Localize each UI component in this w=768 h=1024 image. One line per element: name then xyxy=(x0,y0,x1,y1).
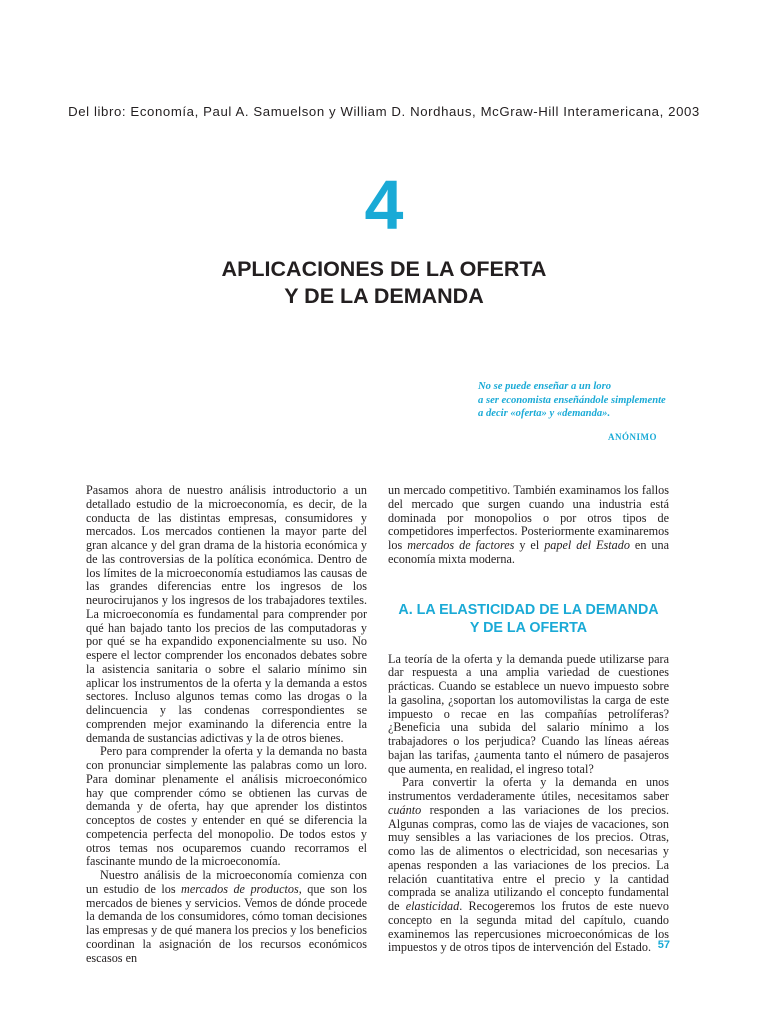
right-paragraph-2: La teoría de la oferta y la demanda puede utilizarse para dar respuesta a una amplia variedad de cuestiones prácticas. Cuando se establece un nuevo impuesto sobre la gasolina, ¿soportan los automovilistas la carga de este impuesto o recae en las compañías petrolíferas? ¿Beneficia una subida del salario mínimo a los trabajadores o los perjudica? Cuando las líneas aéreas bajan las tarifas, ¿aumenta tanto el número de pasajeros que aumenta, en realidad, el ingreso total? xyxy=(388,651,669,776)
epigraph-author: ANÓNIMO xyxy=(608,432,657,442)
right-p3-emphasis-2: elasticidad xyxy=(405,899,460,913)
right-p1-text-b: y el xyxy=(514,538,545,552)
page-number: 57 xyxy=(657,939,670,951)
right-p3-text-a: Para convertir la oferta y la demanda en unos instrumentos verdaderamente útiles, necesitamos saber xyxy=(388,775,669,803)
epigraph-line1: No se puede enseñar a un loro xyxy=(478,381,612,392)
chapter-title-line1: APLICACIONES DE LA OFERTA xyxy=(221,257,547,281)
left-paragraph-2: Pero para comprender la oferta y la demanda no basta con pronunciar simplemente las palabras como un loro. Para dominar plenamente el análisis microeconómico hay que comprender cómo se obtienen las curvas de demanda y de oferta, hay que aprender los distintos conceptos de costes y entender en qué se diferencia la competencia perfecta del monopolio. De todos estos y otros temas nos ocuparemos cuando recorramos el fascinante mundo de la microeconomía. xyxy=(86,744,367,869)
chapter-number: 4 xyxy=(364,166,404,244)
right-p3-text-b: responden a las variaciones de los precios. Algunas compras, como las de viajes de vacaciones, son muy sensibles a las variaciones de los precios. Otras, como las de alimentos o electricidad, son necesarias y apenas responden a las variaciones de los precios. La relación cuantitativa entre el precio y la cantidad comprada se analiza utilizando el concepto fundamental de xyxy=(388,802,669,913)
left-p3-text-a: Nuestro análisis de la microeconomía comienza con un estudio de los xyxy=(86,868,367,896)
left-p3-emphasis: mercados de productos xyxy=(181,881,299,896)
chapter-title xyxy=(0,256,768,310)
right-p1-text-c: en una economía mixta moderna. xyxy=(388,538,669,566)
left-paragraph-1: Pasamos ahora de nuestro análisis introductorio a un detallado estudio de la microeconomía, es decir, de la conducta de las distintas empresas, consumidores y mercados. Los mercados contienen la mayor parte del gran alcance y del gran drama de la historia económica y de las controversias de la política económica. Dentro de los límites de la microeconomía estudiamos las causas de las grandes diferencias entre los ingresos de los neurocirujanos y los ingresos de los trabajadores textiles. La microeconomía es fundamental para comprender por qué han bajado tanto los precios de las computadoras y por qué se ha expandido exponencialmente su uso. No espere el lector comprender los enconados debates sobre la asistencia sanitaria o sobre el salario mínimo sin aplicar los instrumentos de la oferta y la demanda a estos sectores. Incluso algunos temas como las drogas o la delincuencia y las condenas correspondientes se comprenden mejor examinando la diferencia entre la demanda de sustancias adictivas y la de otros bienes. xyxy=(86,483,367,745)
left-p3-text-b: , que son los mercados de bienes y servicios. Vemos de dónde procede la demanda de los consumidores, cómo toman decisiones las empresas y de qué manera los precios y los beneficios coordinan la asignación de los recursos económicos escasos en xyxy=(86,881,367,965)
right-p1-text-a: un mercado competitivo. También examinamos los fallos del mercado que surgen cuando una industria está dominada por monopolios o por otros tipos de competidores imperfectos. Posteriormente examinaremos los xyxy=(388,483,669,552)
right-p1-emphasis-1: mercados de factores xyxy=(407,538,515,552)
epigraph-line3: a decir «oferta» y «demanda». xyxy=(478,408,611,419)
section-heading-line1: A. LA ELASTICIDAD DE LA DEMANDA xyxy=(398,601,659,618)
right-p3-emphasis-1: cuánto xyxy=(388,802,422,817)
epigraph-line2: a ser economista enseñándole simplemente xyxy=(478,394,666,406)
section-heading xyxy=(388,601,669,637)
left-paragraph-3 xyxy=(86,869,367,965)
right-column xyxy=(388,484,669,955)
right-paragraph-3 xyxy=(388,776,669,955)
epigraph-quote xyxy=(478,380,678,421)
right-p3-text-c: . Recogeremos los frutos de este nuevo concepto en la segunda mitad del capítulo, cuando examinemos las repercusiones microeconómicas de los impuestos y de otros tipos de intervención del Estado. xyxy=(388,899,669,955)
source-citation: Del libro: Economía, Paul A. Samuelson y William D. Nordhaus, McGraw-Hill Interamericana, 2003 xyxy=(68,104,700,119)
right-paragraph-1 xyxy=(388,484,669,567)
section-heading-line2: Y DE LA OFERTA xyxy=(469,619,588,636)
right-p1-emphasis-2: papel del Estado xyxy=(544,538,630,552)
left-column xyxy=(86,484,367,965)
chapter-title-line2: Y DE LA DEMANDA xyxy=(284,284,484,308)
